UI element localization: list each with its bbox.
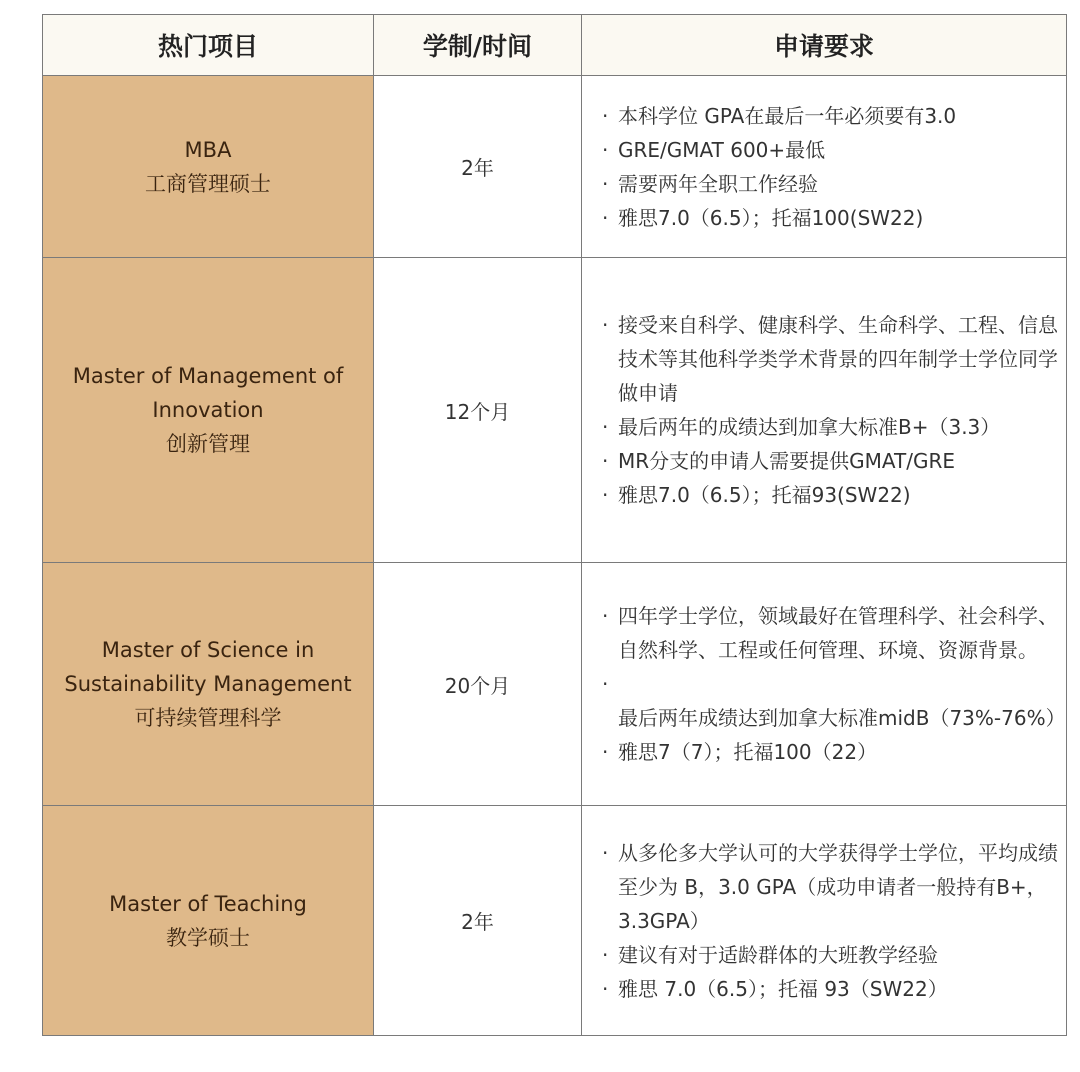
bullet-icon: · [602, 171, 609, 196]
program-name-line: 创新管理 [166, 432, 250, 456]
requirement-text: 雅思7.0（6.5）；托福93(SW22) [618, 483, 911, 507]
bullet-icon: · [602, 449, 609, 473]
requirement-text: 从多伦多大学认可的大学获得学士学位，平均成绩至少为 B，3.0 GPA（成功申请者一般持有B+，3.3GPA） [618, 840, 1058, 933]
requirements-cell [582, 76, 1067, 258]
program-name-line: Sustainability Management [64, 672, 352, 696]
header-requirements: 申请要求 [582, 15, 1067, 76]
requirement-text: 建议有对于适龄群体的大班教学经验 [618, 942, 938, 967]
requirement-text: 四年学士学位，领域最好在管理科学、社会科学、自然科学、工程或任何管理、环境、资源背景。 [618, 604, 1058, 662]
bullet-icon: · [602, 740, 609, 764]
requirement-item [602, 99, 1058, 133]
duration-cell: 20个月 [374, 563, 582, 806]
table-row [43, 76, 1067, 258]
header-row [43, 15, 1067, 76]
program-name-line: Master of Teaching [109, 891, 307, 916]
bullet-icon: · [602, 942, 609, 967]
requirement-item [602, 167, 1058, 201]
program-name-line: 工商管理硕士 [145, 171, 271, 196]
bullet-icon: · [602, 976, 609, 1001]
program-name-line: Master of Management of [72, 364, 344, 388]
requirement-text: 最后两年成绩达到加拿大标准midB（73%-76%） [618, 706, 1066, 730]
header-duration: 学制/时间 [374, 15, 582, 76]
requirement-text: 本科学位 GPA在最后一年必须要有3.0 [618, 103, 957, 128]
requirement-item [602, 667, 1066, 735]
bullet-icon: · [602, 313, 609, 337]
requirements-cell [582, 563, 1067, 806]
requirement-item [602, 938, 1058, 972]
bullet-icon: · [602, 483, 609, 507]
requirement-text: MR分支的申请人需要提供GMAT/GRE [618, 449, 956, 473]
requirement-item [602, 972, 1058, 1006]
requirement-text: 雅思7.0（6.5）；托福100(SW22) [618, 205, 924, 230]
table-row [43, 806, 1067, 1036]
requirement-item [602, 410, 1058, 444]
bullet-icon: · [602, 415, 609, 439]
requirement-item [602, 308, 1058, 410]
program-cell [43, 258, 374, 563]
requirement-item [602, 599, 1058, 667]
program-name-line: 可持续管理科学 [134, 706, 282, 730]
requirement-text: 雅思7（7）；托福100（22） [618, 740, 878, 764]
duration-cell: 2年 [374, 76, 582, 258]
program-name-line: MBA [184, 137, 232, 162]
requirement-item [602, 133, 1058, 167]
requirement-text: 雅思 7.0（6.5）；托福 93（SW22） [618, 976, 948, 1001]
bullet-icon: · [602, 205, 609, 230]
duration-cell: 12个月 [374, 258, 582, 563]
table-row [43, 563, 1067, 806]
bullet-icon: · [602, 137, 609, 162]
program-name-line: 教学硕士 [166, 925, 250, 950]
requirement-text: GRE/GMAT 600+最低 [618, 137, 826, 162]
duration-cell: 2年 [374, 806, 582, 1036]
bullet-icon: · [602, 103, 609, 128]
program-name-line: Master of Science in [101, 638, 315, 662]
requirement-text: 接受来自科学、健康科学、生命科学、工程、信息技术等其他科学类学术背景的四年制学士学位同学做申请 [618, 313, 1058, 405]
bullet-icon: · [602, 672, 609, 696]
header-program: 热门项目 [43, 15, 374, 76]
program-name-line: Innovation [152, 398, 264, 422]
programs-table [42, 14, 1067, 1036]
requirement-item [602, 735, 1058, 769]
requirement-text: 最后两年的成绩达到加拿大标准B+（3.3） [618, 415, 1001, 439]
requirement-item [602, 836, 1058, 938]
program-cell [43, 563, 374, 806]
table-row [43, 258, 1067, 563]
requirement-text: 需要两年全职工作经验 [618, 171, 818, 196]
bullet-icon: · [602, 840, 609, 865]
program-cell [43, 806, 374, 1036]
requirements-cell [582, 806, 1067, 1036]
requirement-item [602, 444, 1058, 478]
bullet-icon: · [602, 604, 609, 628]
program-cell [43, 76, 374, 258]
requirements-cell [582, 258, 1067, 563]
requirement-item [602, 201, 1058, 235]
requirement-item [602, 478, 1058, 512]
